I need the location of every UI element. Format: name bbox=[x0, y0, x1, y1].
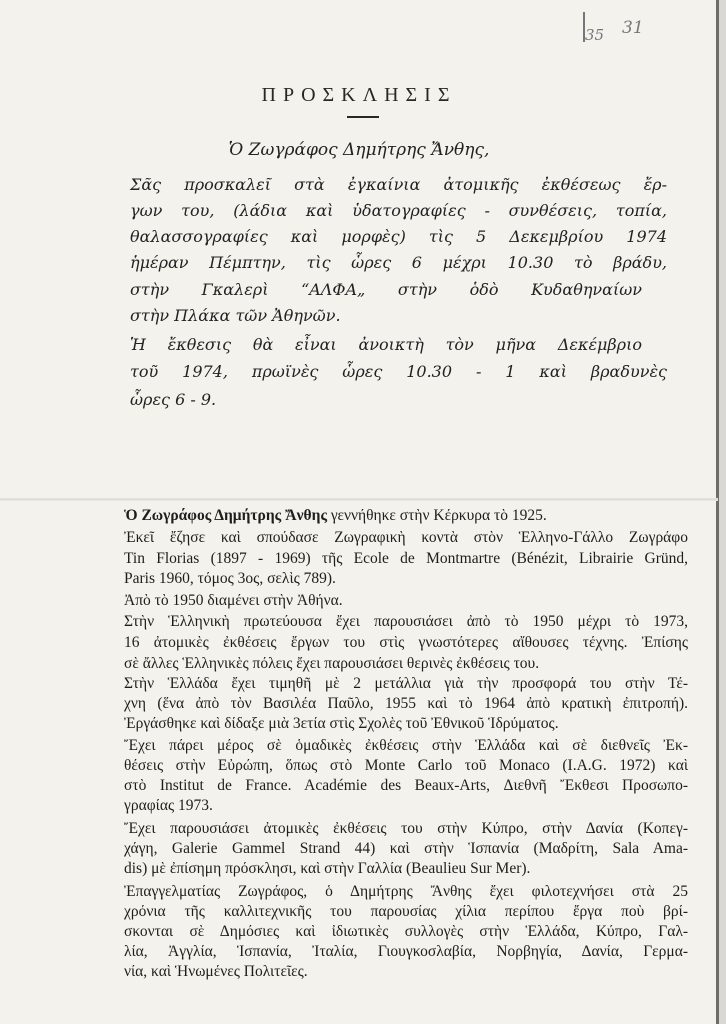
bio-line: Ἐργάσθηκε καὶ δίδαξε μιὰ 3ετία στὶς Σχολὲς τοῦ Ἐθνικοῦ Ἱδρύματος. bbox=[124, 715, 559, 732]
bio-line: νία, καὶ Ἡνωμένες Πολιτεῖες. bbox=[124, 963, 308, 980]
invitation-line: στὴν Γκαλερὶ “ΑΛΦΑ„ στὴν ὁδὸ Κυδαθηναίων bbox=[130, 280, 642, 299]
bio-line: Ἀπὸ τὸ 1950 διαμένει στὴν Ἀθήνα. bbox=[124, 592, 343, 609]
bio-line: χνη (ἕνα ἀπὸ τὸν Βασιλέα Παῦλο, 1955 καὶ τὸ 1964 ἀπὸ κρατικὴ ἐπιτροπή). bbox=[124, 695, 688, 712]
handwritten-note: 31 bbox=[622, 18, 644, 38]
bio-text: γεννήθηκε στὴν Κέρκυρα τὸ 1925. bbox=[326, 507, 547, 524]
bio-line: χάγη, Galerie Gammel Strand 44) καὶ στὴν Ἱσπανία (Μαδρίτη, Sala Ama- bbox=[124, 840, 688, 857]
bio-line: Στὴν Ἑλλάδα ἔχει τιμηθῆ μὲ 2 μετάλλια γιὰ τὴν προσφορά του στὴν Τέ- bbox=[124, 675, 688, 692]
invitation-line: στὴν Πλάκα τῶν Ἀθηνῶν. bbox=[130, 306, 341, 325]
bio-line: dis) μὲ ἐπίσημη πρόσκλησι, καὶ στὴν Γαλλία (Beaulieu Sur Mer). bbox=[124, 860, 531, 877]
invitation-line: ὧρες 6 - 9. bbox=[130, 390, 217, 409]
fold-line bbox=[0, 498, 718, 501]
bio-line: Ἔχει πάρει μέρος σὲ ὁμαδικὲς ἐκθέσεις στὴν Ἑλλάδα καὶ σὲ διεθνεῖς Ἐκ- bbox=[124, 737, 688, 754]
title-rule bbox=[347, 116, 379, 118]
bio-line: Ἔχει παρουσιάσει ἀτομικὲς ἐκθέσεις του στὴν Κύπρο, στὴν Δανία (Κοπεγ- bbox=[124, 820, 688, 837]
invitation-line: γων του, (λάδια καὶ ὑδατογραφίες - συνθέσεις, τοπία, bbox=[130, 201, 667, 220]
bio-line: θέσεις στὴν Εὐρώπη, ὅπως στὸ Monte Carlo τοῦ Monaco (I.A.G. 1972) καὶ bbox=[124, 757, 688, 774]
invitation-line: τοῦ 1974, πρωϊνὲς ὧρες 10.30 - 1 καὶ βραδυνὲς bbox=[130, 362, 667, 381]
bio-line: Ἐπαγγελματίας Ζωγράφος, ὁ Δημήτρης Ἄνθης ἔχει φιλοτεχνήσει στὰ 25 bbox=[124, 883, 688, 900]
invitation-line: ἡμέραν Πέμπτην, τὶς ὧρες 6 μέχρι 10.30 τὸ βράδυ, bbox=[130, 253, 667, 272]
invitation-line: Σᾶς προσκαλεῖ στὰ ἐγκαίνια ἀτομικῆς ἐκθέσεως ἔρ- bbox=[130, 175, 667, 194]
bio-line: Ἐκεῖ ἔζησε καὶ σπούδασε Ζωγραφικὴ κοντὰ στὸν Ἑλληνο-Γάλλο Ζωγράφο bbox=[124, 529, 688, 546]
handwritten-note: 35 bbox=[585, 26, 605, 44]
bio-line: Paris 1960, τόμος 3ος, σελὶς 789). bbox=[124, 570, 336, 587]
invitation-title: ΠΡΟΣΚΛΗΣΙΣ bbox=[261, 84, 457, 106]
bio-line: σὲ ἄλλες Ἑλληνικὲς πόλεις ἔχει παρουσιάσει θερινὲς ἐκθέσεις του. bbox=[124, 655, 540, 672]
bio-line: Tin Florias (1897 - 1969) τῆς Ecole de Montmartre (Bénézit, Librairie Gründ, bbox=[124, 550, 688, 567]
bio-line: σκονται σὲ Δημόσιες καὶ ἰδιωτικὲς συλλογὲς στὴν Ἑλλάδα, Κύπρο, Γαλ- bbox=[124, 923, 688, 940]
bio-line: λία, Ἀγγλία, Ἱσπανία, Ἰταλία, Γιουγκοσλαβία, Νορβηγία, Δανία, Γερμα- bbox=[124, 943, 688, 960]
invitation-line: θαλασσογραφίες καὶ μορφὲς) τὶς 5 Δεκεμβρίου 1974 bbox=[130, 227, 667, 246]
invitation-line: Ὁ Ζωγράφος Δημήτρης Ἄνθης, bbox=[228, 140, 490, 160]
bio-line bbox=[124, 506, 688, 526]
invitation-line: Ἡ ἔκθεσις θὰ εἶναι ἀνοικτὴ τὸν μῆνα Δεκέμβριο bbox=[130, 335, 642, 354]
bio-line: στὸ Institut de France. Académie des Beaux-Arts, Διεθνῆ Ἔκθεσι Προσωπο- bbox=[124, 777, 688, 794]
bio-artist-name: Ὁ Ζωγράφος Δημήτρης Ἄνθης bbox=[124, 507, 327, 524]
bio-line: 16 ἀτομικὲς ἐκθέσεις ἔργων του στὶς γνωστότερες αἴθουσες τέχνης. Ἐπίσης bbox=[124, 634, 688, 651]
bio-line: Στὴν Ἑλληνικὴ πρωτεύουσα ἔχει παρουσιάσει ἀπὸ τὸ 1950 μέχρι τὸ 1973, bbox=[124, 613, 688, 630]
bio-line: γραφίας 1973. bbox=[124, 797, 213, 814]
bio-line: χρόνια τῆς καλλιτεχνικῆς του παρουσίας χίλια περίπου ἔργα ποὺ βρί- bbox=[124, 903, 688, 920]
